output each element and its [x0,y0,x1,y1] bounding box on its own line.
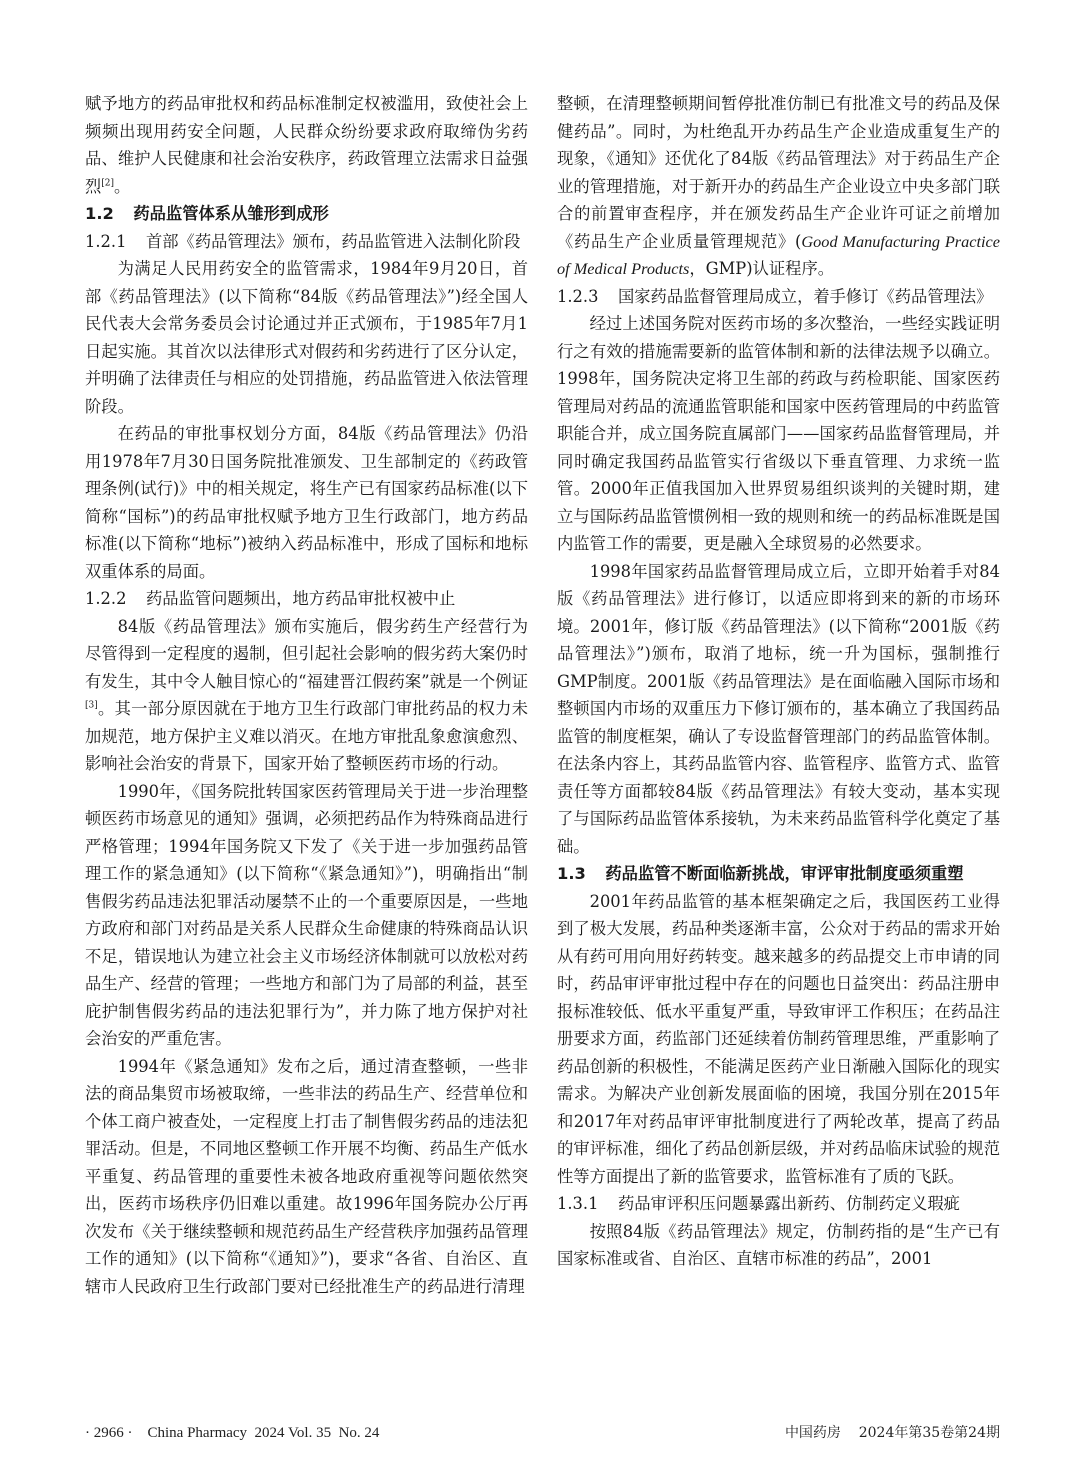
left-column [85,90,528,1300]
paragraph: 按照84版《药品管理法》规定，仿制药指的是“生产已有国家标准或省、自治区、直辖市标准的药品”，2001 [557,1221,1000,1268]
page-footer [85,1422,1000,1444]
right-column [557,90,1000,1273]
subsection-heading-1-2-2: 1.2.2 药品监管问题频出，地方药品审批权被中止 [85,589,456,608]
citation-ref: [2] [101,178,115,189]
footer-journal-en: · 2966 · China Pharmacy 2024 Vol. 35 No. 24 [85,1425,380,1441]
paragraph: 为满足人民用药安全的监管需求，1984年9月20日，首部《药品管理法》(以下简称“84版《药品管理法》”)经全国人民代表大会常务委员会讨论通过并正式颁布，于1985年7月1日起实施。其首次以法律形式对假药和劣药进行了区分认定，并明确了法律责任与相应的处罚措施，药品监管进入依法管理阶段。 [85,259,528,416]
paragraph: 整顿，在清理整顿期间暂停批准仿制已有批准文号的药品及保健药品”。同时，为杜绝乱开办药品生产企业造成重复生产的现象，《通知》还优化了84版《药品管理法》对于药品生产企业的管理措施，对于新开办的药品生产企业设立中央多部门联合的前置审查程序，并在颁发药品生产企业许可证之前增加《药品生产企业质量管理规范》(Good Manufacturing Practice of Medical Products，GMP)认证程序。 [557,94,1000,278]
subsection-heading-1-2-3: 1.2.3 国家药品监督管理局成立，着手修订《药品管理法》 [557,286,993,306]
subsection-heading-1-2-1: 1.2.1 首部《药品管理法》颁布，药品监管进入法制化阶段 [85,231,521,251]
paragraph: 84版《药品管理法》颁布实施后，假劣药生产经营行为尽管得到一定程度的遏制，但引起社会影响的假劣药大案仍时有发生，其中令人触目惊心的“福建晋江假药案”就是一个例证[3]。其一部分原因就在于地方卫生行政部门审批药品的权力未加规范，地方保护主义难以消灭。在地方审批乱象愈演愈烈、影响社会治安的背景下，国家开始了整顿医药市场的行动。 [85,616,528,773]
section-heading-1-3: 1.3 药品监管不断面临新挑战，审评审批制度亟须重塑 [557,864,964,883]
paragraph: 在药品的审批事权划分方面，84版《药品管理法》仍沿用1978年7月30日国务院批准颁发、卫生部制定的《药政管理条例(试行)》中的相关规定，将生产已有国家药品标准(以下简称“国标”)的药品审批权赋予地方卫生行政部门，地方药品标准(以下简称“地标”)被纳入药品标准中，形成了国标和地标双重体系的局面。 [85,424,528,581]
subsection-heading-1-3-1: 1.3.1 药品审评积压问题暴露出新药、仿制药定义瑕疵 [557,1194,960,1213]
paragraph: 1994年《紧急通知》发布之后，通过清查整顿，一些非法的商品集贸市场被取缔，一些非法的药品生产、经营单位和个体工商户被查处，一定程度上打击了制售假劣药品的违法犯罪活动。但是，不同地区整顿工作开展不均衡、药品生产低水平重复、药品管理的重要性未被各地政府重视等问题依然突出，医药市场秩序仍旧难以重建。故1996年国务院办公厅再次发布《关于继续整顿和规范药品生产经营秩序加强药品管理工作的通知》(以下简称“《通知》”)，要求“各省、自治区、直辖市人民政府卫生行政部门要对已经批准生产的药品进行清理 [85,1056,528,1296]
paragraph: 1998年国家药品监督管理局成立后，立即开始着手对84版《药品管理法》进行修订，以适应即将到来的新的市场环境。2001年，修订版《药品管理法》(以下简称“2001版《药品管理法》”)颁布，取消了地标，统一升为国标，强制推行GMP制度。2001版《药品管理法》是在面临融入国际市场和整顿国内市场的双重压力下修订颁布的，基本确立了我国药品监管的制度框架，确认了专设监督管理部门的药品监管体制。在法条内容上，其药品监管内容、监管程序、监管方式、监管责任等方面都较84版《药品管理法》有较大变动，基本实现了与国际药品监管体系接轨，为未来药品监管科学化奠定了基础。 [557,561,1000,856]
paragraph: 赋予地方的药品审批权和药品标准制定权被滥用，致使社会上频频出现用药安全问题，人民群众纷纷要求政府取缔伪劣药品、维护人民健康和社会治安秩序，药政管理立法需求日益强烈[2]。 [85,94,528,196]
citation-ref: [3] [85,700,98,711]
paragraph: 经过上述国务院对医药市场的多次整治，一些经实践证明行之有效的措施需要新的监管体制和新的法律法规予以确立。1998年，国务院决定将卫生部的药政与药检职能、国家医药管理局对药品的流通监管职能和国家中医药管理局的中药监管职能合并，成立国务院直属部门——国家药品监督管理局，并同时确定我国药品监管实行省级以下垂直管理、力求统一监管。2000年正值我国加入世界贸易组织谈判的关键时期，建立与国际药品监管惯例相一致的规则和统一的药品标准既是国内监管工作的需要，更是融入全球贸易的必然要求。 [557,314,1000,553]
paragraph: 2001年药品监管的基本框架确定之后，我国医药工业得到了极大发展，药品种类逐渐丰富，公众对于药品的需求开始从有药可用向用好药转变。越来越多的药品提交上市申请的同时，药品审评审批过程中存在的问题也日益突出：药品注册申报标准较低、低水平重复严重，导致审评工作积压；在药品注册要求方面，药监部门还延续着仿制药管理思维，严重影响了药品创新的积极性，不能满足医药产业日渐融入国际化的现实需求。为解决产业创新发展面临的困境，我国分别在2015年和2017年对药品审评审批制度进行了两轮改革，提高了药品的审评标准，细化了药品创新层级，并对药品临床试验的规范性等方面提出了新的监管要求，监管标准有了质的飞跃。 [557,891,1000,1186]
section-heading-1-2: 1.2 药品监管体系从雏形到成形 [85,204,329,223]
footer-journal-cn: 中国药房 2024年第35卷第24期 [784,1425,1000,1441]
paragraph: 1990年，《国务院批转国家医药管理局关于进一步治理整顿医药市场意见的通知》强调，必须把药品作为特殊商品进行严格管理；1994年国务院又下发了《关于进一步加强药品管理工作的紧急通知》(以下简称“《紧急通知》”)，明确指出“制售假劣药品违法犯罪活动屡禁不止的一个重要原因是，一些地方政府和部门对药品是关系人民群众生命健康的特殊商品认识不足，错误地认为建立社会主义市场经济体制就可以放松对药品生产、经营的管理；一些地方和部门为了局部的利益，甚至庇护制售假劣药品的违法犯罪行为”，并力陈了地方保护对社会治安的严重危害。 [85,781,528,1048]
